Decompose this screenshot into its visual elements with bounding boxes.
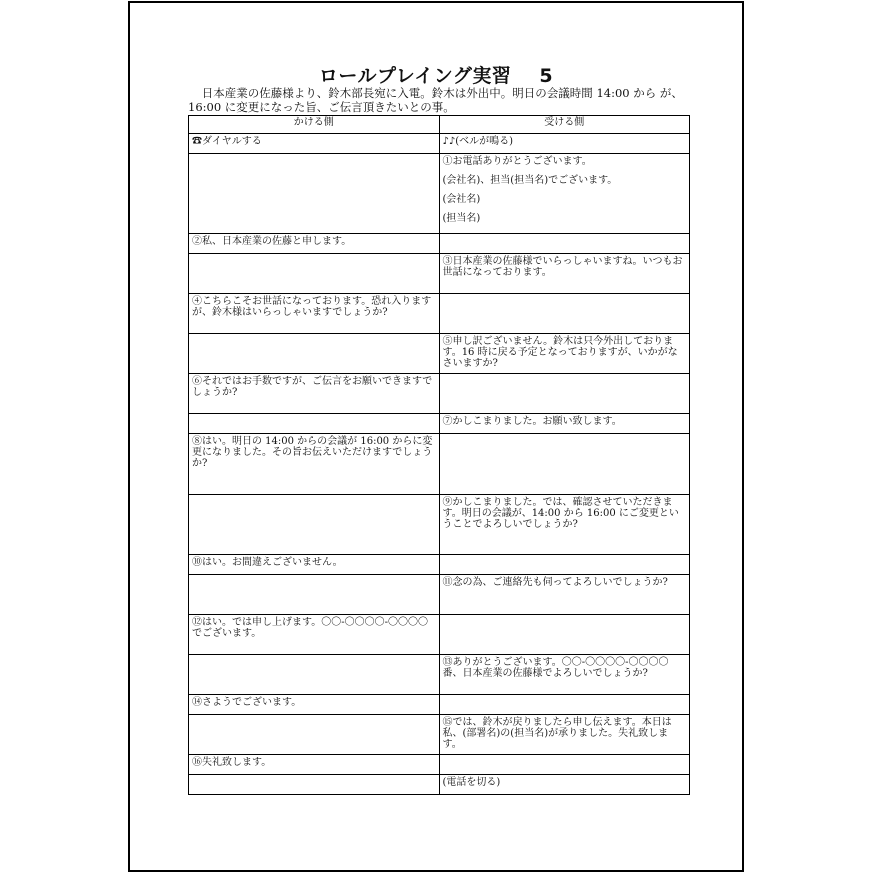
caller-cell xyxy=(189,414,440,434)
receiver-column-header: 受ける側 xyxy=(439,116,690,134)
receiver-line: (会社名) xyxy=(442,194,481,205)
receiver-cell xyxy=(439,234,690,254)
title-number: 5 xyxy=(539,65,554,87)
receiver-cell xyxy=(439,294,690,334)
table-row xyxy=(189,755,690,775)
receiver-cell: ⑮では、鈴木が戻りましたら申し伝えます。本日は私、(部署名)の(担当名)が承りました。失礼致します。 xyxy=(439,715,690,755)
table-row xyxy=(189,134,690,154)
table-row xyxy=(189,715,690,755)
receiver-cell xyxy=(439,755,690,775)
receiver-cell xyxy=(439,555,690,575)
scenario-intro: 日本産業の佐藤様より、鈴木部長宛に入電。鈴木は外出中。明日の会議時間 14:00 から が、16:00 に変更になった旨、ご伝言頂きたいとの事。 xyxy=(188,86,683,114)
caller-cell: ⑧はい。明日の 14:00 からの会議が 16:00 からに変更になりました。その旨お伝えいただけますでしょうか? xyxy=(189,434,440,495)
receiver-cell: ⑨かしこまりました。では、確認させていただきます。明日の会議が、14:00 から 16:00 にご変更ということでよろしいでしょうか? xyxy=(439,495,690,555)
caller-cell: ⑯失礼致します。 xyxy=(189,755,440,775)
caller-cell xyxy=(189,575,440,615)
receiver-cell: ♪♪(ベルが鳴る) xyxy=(439,134,690,154)
table-row xyxy=(189,254,690,294)
table-row xyxy=(189,434,690,495)
receiver-cell: ⑬ありがとうございます。〇〇-〇〇〇〇-〇〇〇〇番、日本産業の佐藤様でよろしいでしょうか? xyxy=(439,655,690,695)
table-row xyxy=(189,575,690,615)
table-header-row xyxy=(189,116,690,134)
caller-column-header: かける側 xyxy=(189,116,440,134)
table-row xyxy=(189,154,690,234)
receiver-cell xyxy=(439,615,690,655)
title-text: ロールプレイング実習 xyxy=(318,65,512,87)
caller-cell xyxy=(189,775,440,795)
caller-cell: ⑭さようでございます。 xyxy=(189,695,440,715)
caller-cell xyxy=(189,154,440,234)
receiver-cell xyxy=(439,695,690,715)
table-row xyxy=(189,655,690,695)
caller-cell xyxy=(189,254,440,294)
caller-cell: ⑩はい。お間違えございません。 xyxy=(189,555,440,575)
receiver-cell: ⑦かしこまりました。お願い致します。 xyxy=(439,414,690,434)
receiver-line: (会社名)、担当(担当名)でございます。 xyxy=(442,175,618,186)
table-row xyxy=(189,555,690,575)
table-row xyxy=(189,334,690,374)
table-row xyxy=(189,695,690,715)
caller-cell xyxy=(189,655,440,695)
caller-cell: ⑥それではお手数ですが、ご伝言をお願いできますでしょうか? xyxy=(189,374,440,414)
table-row xyxy=(189,414,690,434)
caller-cell: ④こちらこそお世話になっております。恐れ入りますが、鈴木様はいらっしゃいますでしょうか? xyxy=(189,294,440,334)
document-page xyxy=(128,1,744,872)
receiver-cell: ⑪念の為、ご連絡先も伺ってよろしいでしょうか? xyxy=(439,575,690,615)
caller-cell: ☎ダイヤルする xyxy=(189,134,440,154)
receiver-line: ①お電話ありがとうございます。 xyxy=(442,156,592,167)
caller-cell xyxy=(189,495,440,555)
table-row xyxy=(189,615,690,655)
receiver-cell xyxy=(439,434,690,495)
receiver-cell: (電話を切る) xyxy=(439,775,690,795)
caller-cell xyxy=(189,715,440,755)
caller-cell: ⑫はい。では申し上げます。〇〇-〇〇〇〇-〇〇〇〇でございます。 xyxy=(189,615,440,655)
receiver-cell: ③日本産業の佐藤様でいらっしゃいますね。いつもお世話になっております。 xyxy=(439,254,690,294)
receiver-cell: ⑤申し訳ございません。鈴木は只今外出しております。16 時に戻る予定となっておりますが、いかがなさいますか? xyxy=(439,334,690,374)
table-row xyxy=(189,294,690,334)
receiver-line: (担当名) xyxy=(442,213,481,224)
document-title xyxy=(130,61,742,88)
table-row xyxy=(189,495,690,555)
table-row xyxy=(189,374,690,414)
receiver-cell xyxy=(439,154,690,234)
table-row xyxy=(189,234,690,254)
caller-cell: ②私、日本産業の佐藤と申します。 xyxy=(189,234,440,254)
roleplay-table xyxy=(188,115,690,795)
receiver-cell xyxy=(439,374,690,414)
table-row xyxy=(189,775,690,795)
caller-cell xyxy=(189,334,440,374)
